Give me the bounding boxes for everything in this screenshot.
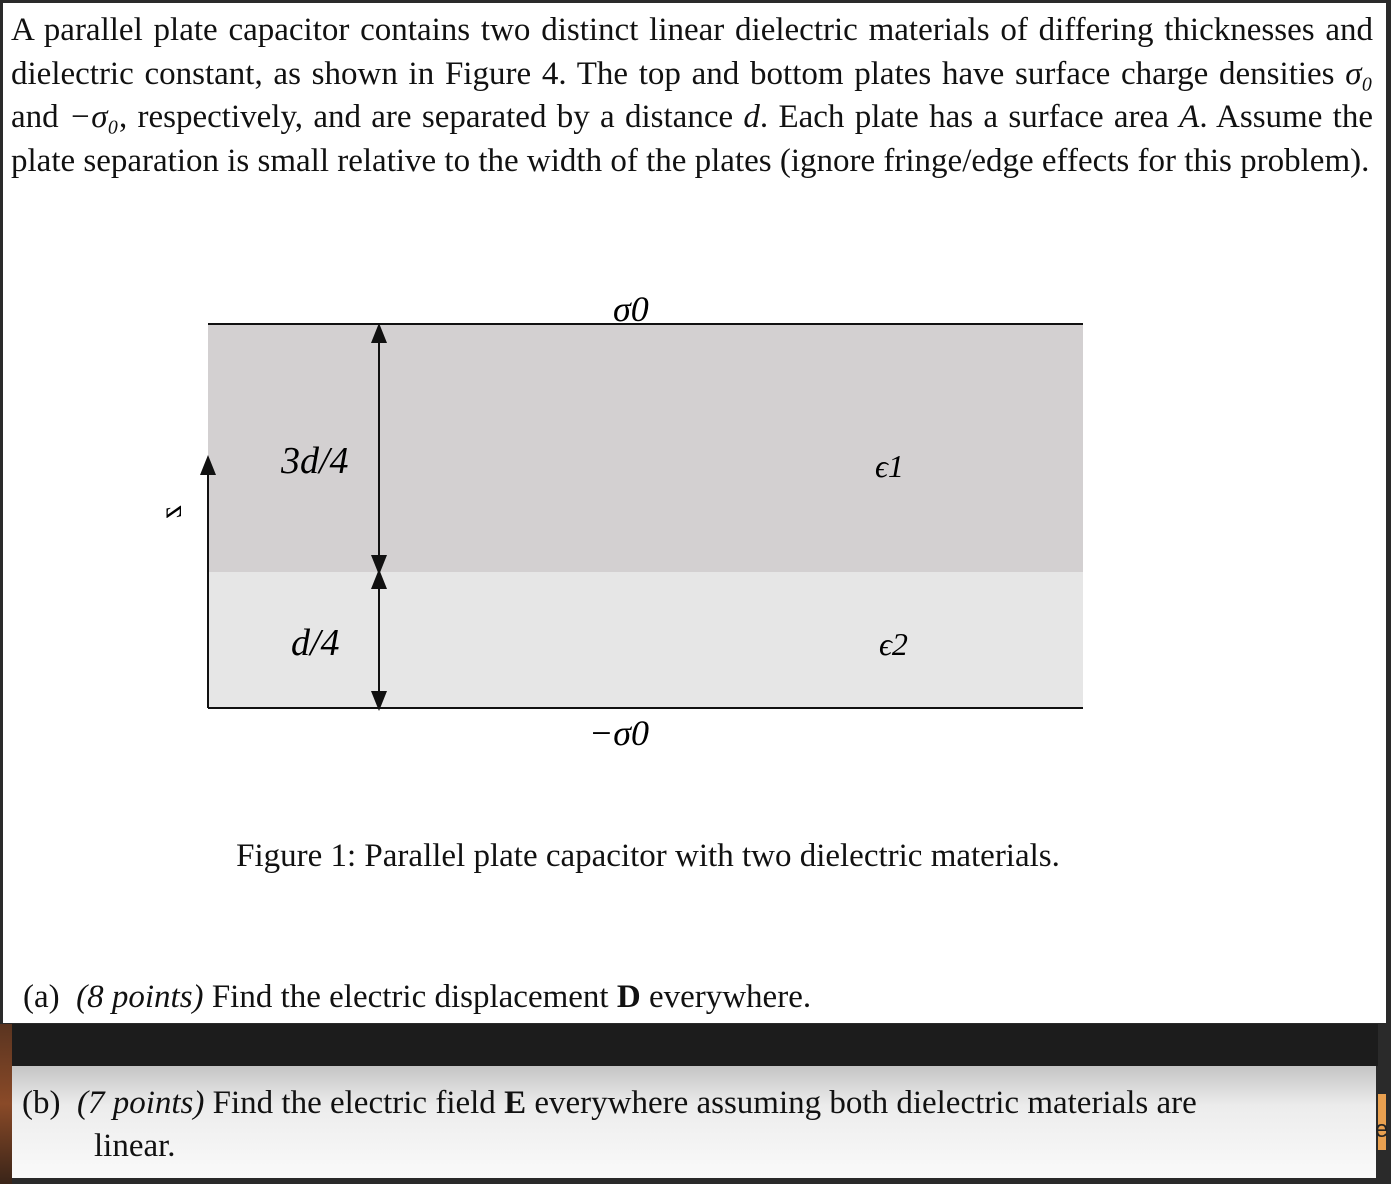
text: and xyxy=(11,99,69,135)
question-continuation: linear. xyxy=(94,1128,176,1164)
question-label: (b) xyxy=(22,1085,61,1121)
question-a xyxy=(23,979,811,1016)
epsilon2-label: ϵ2 xyxy=(879,626,908,662)
text: A parallel plate capacitor contains two distinct linear dielectric materials of differing thicknesses and dielectric constant, as shown in Figure 4. The top and bottom plates have surface charge densities xyxy=(11,12,1373,92)
text: . Each plate has a surface area xyxy=(759,99,1180,135)
top-charge-label: σ0 xyxy=(613,289,649,329)
background-window-edge xyxy=(1375,1094,1389,1150)
question-text: everywhere. xyxy=(640,979,812,1015)
question-text: Find the electric displacement xyxy=(211,979,617,1015)
capacitor-figure xyxy=(3,3,1386,903)
sigma-symbol: σ₀ xyxy=(1345,55,1373,92)
neg-sigma-symbol: −σ₀ xyxy=(68,99,119,135)
question-text: everywhere assuming both dielectric materials are xyxy=(526,1085,1197,1121)
question-text: Find the electric field xyxy=(212,1085,505,1121)
question-label: (a) xyxy=(23,979,60,1015)
question-b xyxy=(22,1082,1362,1168)
points: (8 points) xyxy=(76,979,204,1015)
text: . Assume the plate separation is small relative to the width of the plates (ignore fringe/edge effects for this problem). xyxy=(11,99,1373,179)
edge-text: e xyxy=(1375,1116,1389,1143)
question-b-panel xyxy=(12,1066,1376,1178)
text: , respectively, and are separated by a distance xyxy=(118,99,744,135)
document-page xyxy=(3,3,1386,1023)
lower-thickness-label: d/4 xyxy=(291,622,340,664)
figure-caption: Figure 1: Parallel plate capacitor with two dielectric materials. xyxy=(236,838,1060,874)
epsilon1-label: ϵ1 xyxy=(875,448,904,484)
upper-thickness-label: 3d/4 xyxy=(281,440,349,482)
d-symbol: d xyxy=(743,99,760,135)
bottom-charge-label: −σ0 xyxy=(589,713,650,753)
dark-band xyxy=(12,1024,1378,1066)
a-symbol: A xyxy=(1179,99,1200,135)
vector-e: E xyxy=(504,1085,527,1121)
vector-d: D xyxy=(616,979,641,1015)
background-strip xyxy=(0,1024,12,1184)
points: (7 points) xyxy=(76,1085,205,1121)
z-axis-label: z xyxy=(152,506,188,519)
